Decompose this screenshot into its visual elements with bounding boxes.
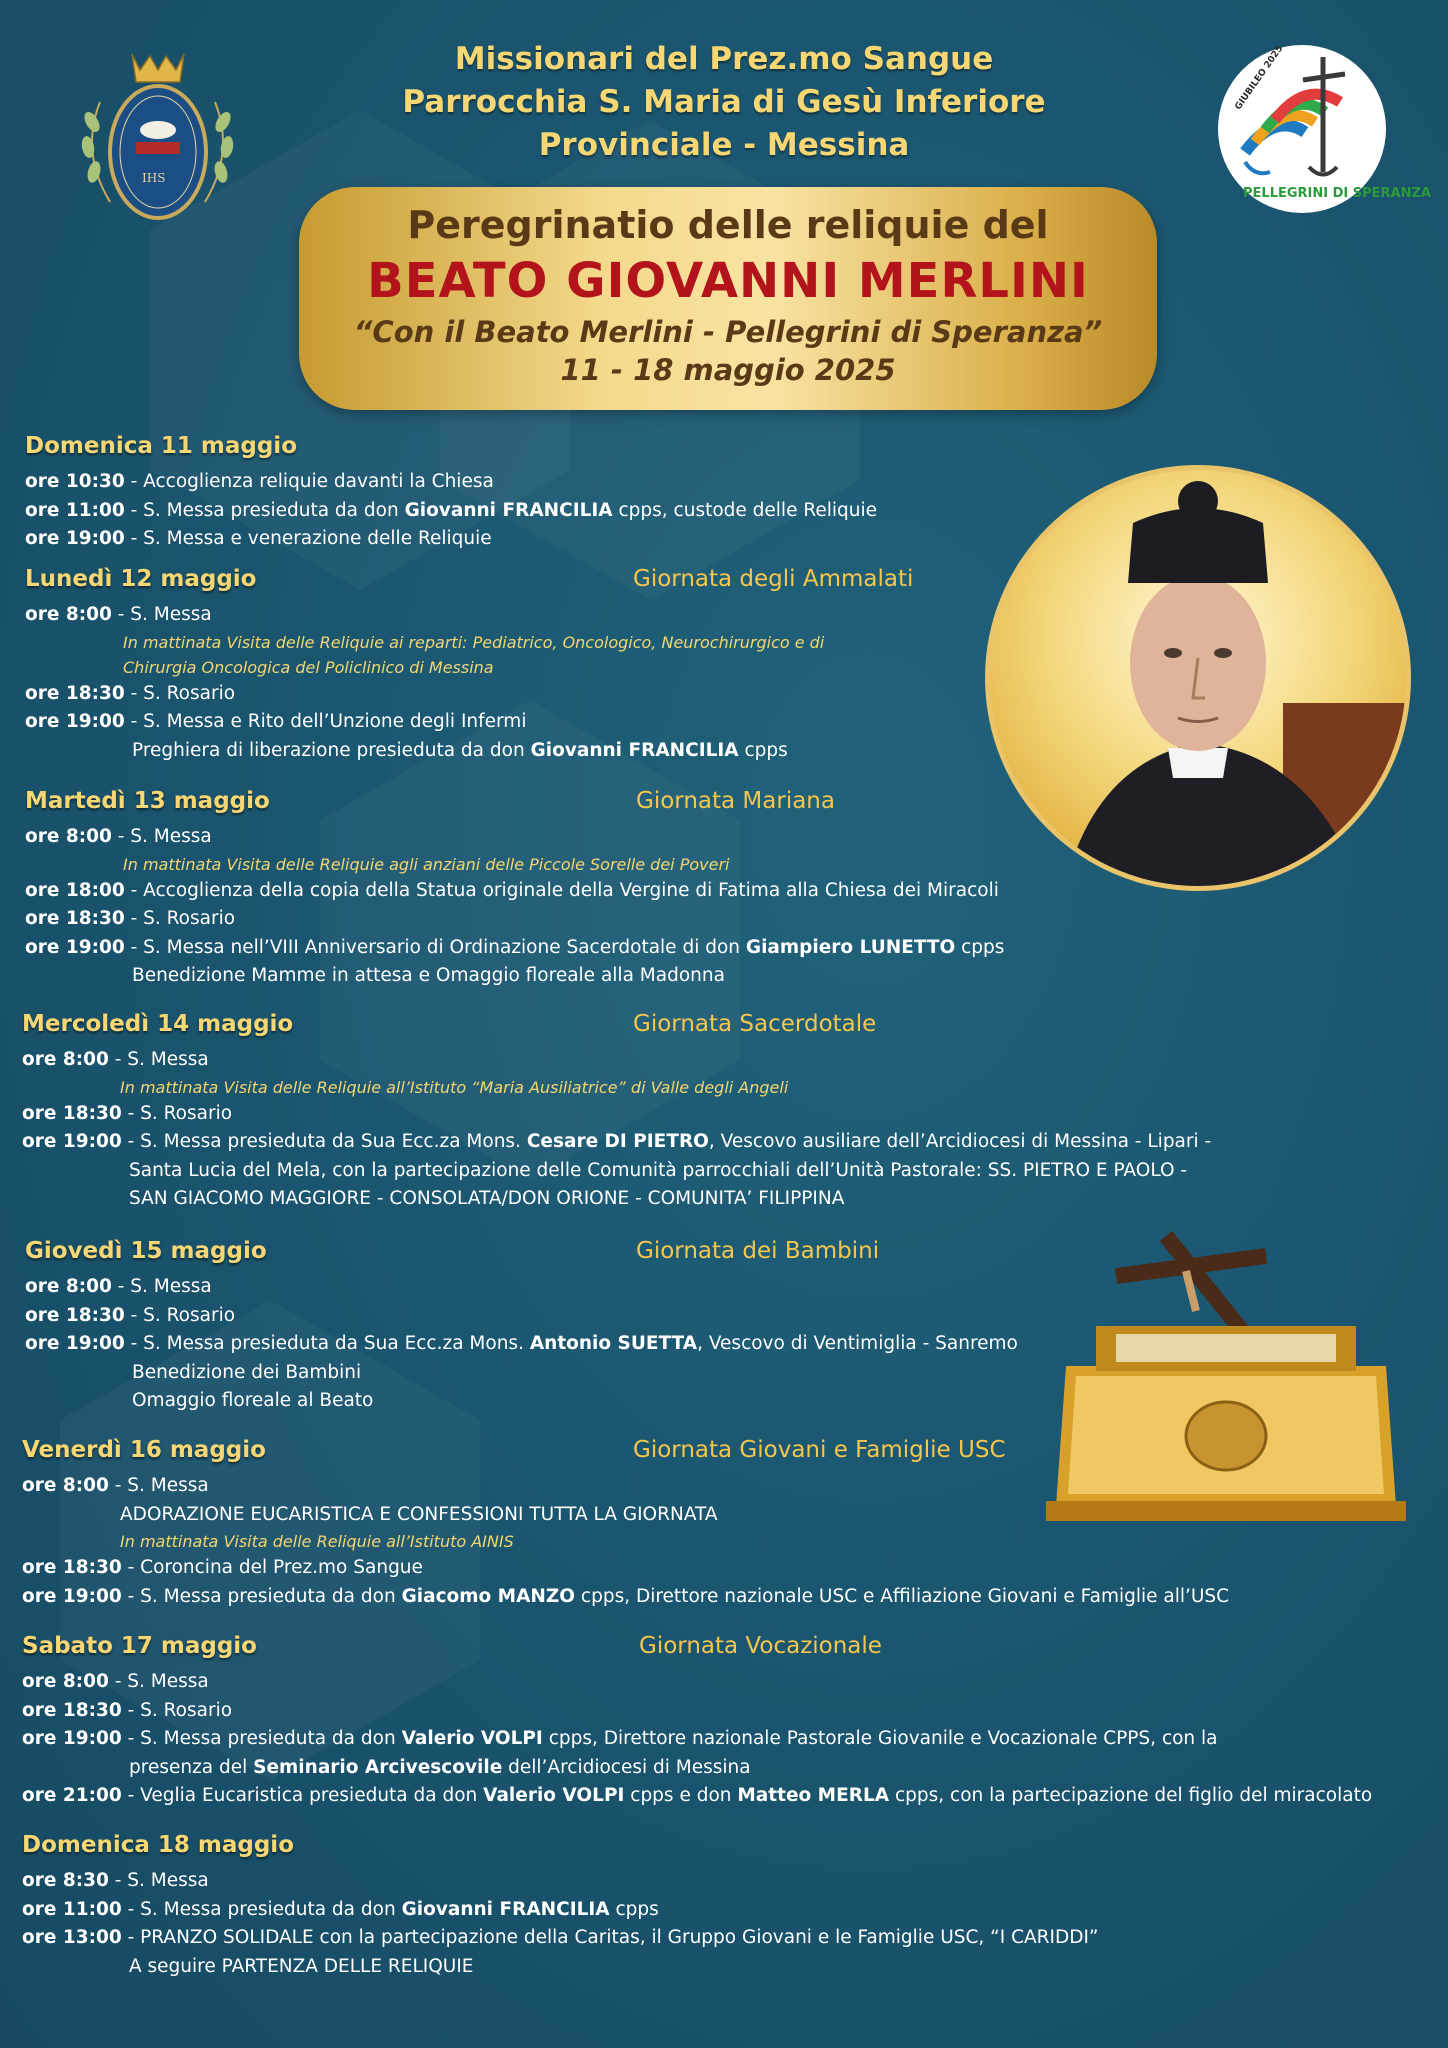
day-theme: Giornata Sacerdotale (633, 1011, 877, 1037)
item-time: ore 8:00 (25, 826, 112, 847)
item-text: - S. Rosario (124, 908, 236, 929)
item-text: cpps (609, 1898, 659, 1920)
day-title: Domenica 18 maggio (22, 1832, 294, 1858)
item-text: - S. Rosario (124, 1304, 236, 1326)
item-text: - S. Messa e Rito dell’Unzione degli Infermi (124, 711, 527, 732)
item-time: ore 18:30 (25, 1304, 125, 1326)
visit-note: In mattinata Visita delle Reliquie all’Istituto AINIS (120, 1532, 514, 1551)
item-celebrant: Giovanni FRANCILIA (404, 499, 613, 521)
banner-dates: 11 - 18 maggio 2025 (560, 353, 896, 387)
schedule-item (25, 1305, 235, 1326)
visit-note: Chirurgia Oncologica del Policlinico di Messina (123, 657, 494, 677)
schedule-item (25, 908, 235, 929)
day-title: Giovedì 15 maggio (25, 1238, 267, 1264)
item-text: - S. Messa (111, 1276, 212, 1297)
day-theme: Giornata dei Bambini (636, 1238, 880, 1264)
item-text: cpps (955, 936, 1005, 958)
schedule-item (132, 1362, 361, 1383)
item-text: - S. Rosario (121, 1699, 233, 1721)
item-celebrant: Matteo MERLA (737, 1785, 890, 1806)
item-time: ore 18:30 (25, 908, 125, 929)
item-text: - S. Messa (108, 1870, 209, 1891)
item-celebrant: Giampiero LUNETTO (745, 936, 956, 958)
schedule-item (129, 1757, 751, 1778)
schedule-item (129, 1188, 844, 1209)
item-text: cpps e don (624, 1785, 738, 1806)
day-title: Domenica 11 maggio (25, 433, 297, 459)
item-text: ADORAZIONE EUCARISTICA E CONFESSIONI TUTTA LA GIORNATA (120, 1503, 718, 1525)
item-text: - S. Messa presieduta da Sua Ecc.za Mons. (124, 1333, 530, 1354)
item-time: ore 19:00 (25, 1333, 125, 1354)
item-text: , Vescovo di Ventimiglia - Sanremo (697, 1333, 1018, 1354)
schedule-item (25, 880, 999, 901)
item-text: cpps, con la partecipazione del figlio del miracolato (889, 1785, 1373, 1806)
item-text: - S. Messa presieduta da Sua Ecc.za Mons. (121, 1131, 527, 1152)
item-text: - S. Rosario (124, 682, 236, 704)
schedule-item (25, 683, 235, 704)
item-time: ore 19:00 (22, 1585, 122, 1607)
schedule-item (132, 740, 788, 761)
schedule-item (132, 1390, 373, 1411)
item-time: ore 18:30 (22, 1102, 122, 1124)
item-text: Omaggio floreale al Beato (132, 1390, 374, 1411)
item-text: - S. Messa presieduta da don (121, 1585, 402, 1607)
day-theme: Giornata Mariana (636, 788, 835, 814)
title-banner (299, 187, 1157, 410)
header-line-2: Parrocchia S. Maria di Gesù Inferiore (402, 84, 1046, 120)
item-celebrant: Giacomo MANZO (401, 1585, 576, 1607)
jubilee-top-text: GIUBILEO 2025 (1233, 43, 1286, 112)
schedule-item (132, 965, 725, 986)
schedule-item (22, 1103, 232, 1124)
schedule-item (129, 1956, 473, 1977)
item-text: Benedizione Mamme in attesa e Omaggio floreale alla Madonna (132, 965, 725, 986)
item-text: - Veglia Eucaristica presieduta da don (121, 1785, 484, 1806)
schedule-item (22, 1728, 1218, 1749)
day-title: Lunedì 12 maggio (25, 566, 257, 592)
item-time: ore 18:30 (25, 682, 125, 704)
item-text: Santa Lucia del Mela, con la partecipazione delle Comunità parrocchiali dell’Unità Pastorale: SS. PIETRO E PAOLO - (129, 1159, 1188, 1181)
item-text: - S. Messa presieduta da don (121, 1728, 402, 1749)
item-text: - Accoglienza reliquie davanti la Chiesa (124, 471, 494, 492)
item-time: ore 8:30 (22, 1870, 109, 1891)
item-time: ore 18:00 (25, 879, 125, 901)
item-text: - S. Rosario (121, 1102, 233, 1124)
header-line-3: Provinciale - Messina (538, 127, 910, 163)
visit-note: In mattinata Visita delle Reliquie all’Istituto “Maria Ausiliatrice” di Valle degli Angeli (120, 1077, 789, 1097)
jubilee-bottom-text: PELLEGRINI DI SPERANZA (1243, 186, 1431, 201)
item-text: dell’Arcidiocesi di Messina (502, 1756, 751, 1778)
item-celebrant: Giovanni FRANCILIA (530, 739, 739, 761)
item-text: cpps (738, 739, 788, 761)
schedule-item (22, 1927, 1099, 1948)
reliquary-illustration (1036, 1216, 1416, 1536)
item-text: - S. Messa presieduta da don (121, 1898, 402, 1920)
item-time: ore 11:00 (25, 499, 125, 521)
item-celebrant: Valerio VOLPI (483, 1785, 625, 1806)
day-title: Sabato 17 maggio (22, 1633, 257, 1659)
item-text: - S. Messa nell’VIII Anniversario di Ordinazione Sacerdotale di don (124, 936, 746, 958)
item-time: ore 11:00 (22, 1898, 122, 1920)
banner-subtitle: Peregrinatio delle reliquie del (407, 203, 1049, 247)
item-text: presenza del (129, 1756, 254, 1778)
schedule-item (22, 1700, 232, 1721)
schedule-item (22, 1671, 209, 1692)
schedule-item (25, 604, 212, 625)
schedule-item (22, 1586, 1229, 1607)
item-text: cpps, custode delle Reliquie (612, 499, 878, 521)
day-title: Martedì 13 maggio (25, 788, 270, 814)
item-time: ore 10:30 (25, 471, 125, 492)
schedule-item (25, 826, 212, 847)
schedule-item (22, 1557, 423, 1578)
schedule-item (25, 711, 526, 732)
schedule-item (25, 1276, 212, 1297)
item-time: ore 19:00 (22, 1728, 122, 1749)
schedule-item (22, 1049, 209, 1070)
banner-title: BEATO GIOVANNI MERLINI (367, 253, 1089, 309)
item-time: ore 19:00 (25, 936, 125, 958)
item-time: ore 19:00 (22, 1131, 122, 1152)
schedule-item (22, 1475, 209, 1496)
item-celebrant: Giovanni FRANCILIA (401, 1898, 610, 1920)
visit-note: In mattinata Visita delle Reliquie ai reparti: Pediatrico, Oncologico, Neurochirurgico e di (123, 632, 825, 652)
schedule-item (22, 1785, 1372, 1806)
schedule-item (25, 500, 877, 521)
visit-note: In mattinata Visita delle Reliquie agli anziani delle Piccole Sorelle dei Poveri (123, 854, 730, 874)
banner-motto: “Con il Beato Merlini - Pellegrini di Speranza” (353, 315, 1103, 349)
schedule-item (25, 1333, 1018, 1354)
item-text: SAN GIACOMO MAGGIORE - CONSOLATA/DON ORIONE - COMUNITA’ FILIPPINA (129, 1188, 845, 1209)
item-text: - Accoglienza della copia della Statua originale della Vergine di Fatima alla Chiesa dei Miracoli (124, 879, 999, 901)
item-text: - S. Messa (111, 826, 212, 847)
item-time: ore 8:00 (25, 1276, 112, 1297)
item-time: ore 8:00 (22, 1475, 109, 1496)
day-theme: Giornata degli Ammalati (633, 566, 914, 592)
day-theme: Giornata Giovani e Famiglie USC (633, 1437, 1006, 1463)
item-text: A seguire PARTENZA DELLE RELIQUIE (129, 1955, 474, 1977)
item-time: ore 21:00 (22, 1785, 122, 1806)
schedule-item (120, 1504, 718, 1525)
schedule-item (129, 1160, 1187, 1181)
item-celebrant: Antonio SUETTA (529, 1333, 698, 1354)
item-time: ore 8:00 (25, 604, 112, 625)
schedule-item (22, 1131, 1211, 1152)
item-text: Benedizione dei Bambini (132, 1361, 362, 1383)
item-text: - PRANZO SOLIDALE con la partecipazione della Caritas, il Gruppo Giovani e le Famiglie USC, “I CARIDDI” (121, 1927, 1099, 1948)
item-text: - S. Messa (108, 1671, 209, 1692)
item-text: - S. Messa e venerazione delle Reliquie (124, 528, 492, 549)
item-celebrant: Valerio VOLPI (401, 1728, 543, 1749)
item-text: cpps, Direttore nazionale USC e Affiliazione Giovani e Famiglie all’USC (575, 1585, 1230, 1607)
blessed-merlini-portrait (983, 463, 1413, 893)
schedule-item (25, 528, 492, 549)
day-title: Venerdì 16 maggio (22, 1437, 266, 1463)
item-time: ore 19:00 (25, 528, 125, 549)
item-time: ore 18:30 (22, 1557, 122, 1578)
item-text: cpps, Direttore nazionale Pastorale Giovanile e Vocazionale CPPS, con la (542, 1728, 1218, 1749)
svg-text:IHS: IHS (142, 171, 166, 185)
item-text: - Coroncina del Prez.mo Sangue (121, 1557, 423, 1578)
item-celebrant: Cesare DI PIETRO (526, 1131, 709, 1152)
schedule-item (22, 1899, 659, 1920)
item-celebrant: Seminario Arcivescovile (253, 1756, 503, 1778)
page-header (0, 38, 1448, 167)
item-time: ore 8:00 (22, 1049, 109, 1070)
schedule-item (22, 1870, 209, 1891)
schedule-item (25, 937, 1004, 958)
schedule-item (25, 471, 494, 492)
item-text: Preghiera di liberazione presieduta da don (132, 739, 531, 761)
item-time: ore 19:00 (25, 711, 125, 732)
item-time: ore 13:00 (22, 1927, 122, 1948)
item-time: ore 8:00 (22, 1671, 109, 1692)
item-time: ore 18:30 (22, 1699, 122, 1721)
item-text: , Vescovo ausiliare dell’Arcidiocesi di Messina - Lipari - (708, 1131, 1212, 1152)
header-line-1: Missionari del Prez.mo Sangue (454, 41, 994, 77)
item-text: - S. Messa presieduta da don (124, 499, 405, 521)
item-text: - S. Messa (111, 604, 212, 625)
day-title: Mercoledì 14 maggio (22, 1011, 294, 1037)
day-theme: Giornata Vocazionale (639, 1633, 882, 1659)
item-text: - S. Messa (108, 1049, 209, 1070)
item-text: - S. Messa (108, 1475, 209, 1496)
